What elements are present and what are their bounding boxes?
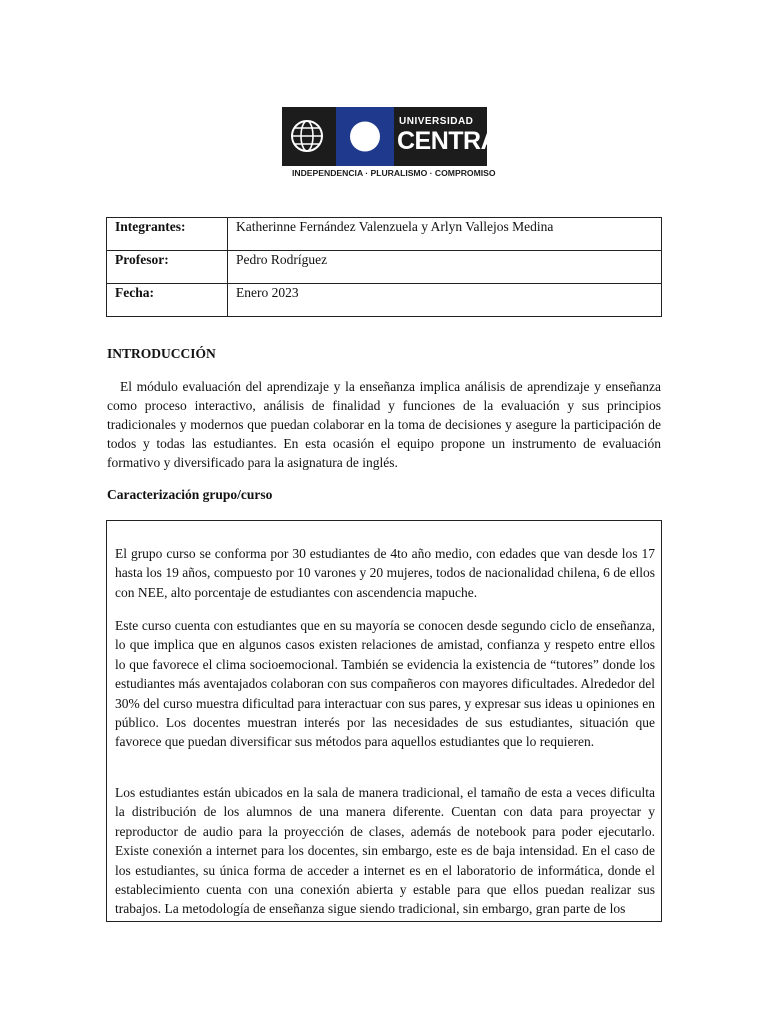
fecha-value: Enero 2023 [228,284,662,317]
characterization-paragraph-2: Este curso cuenta con estudiantes que en su mayoría se conocen desde segundo ciclo de enseñanza, lo que implica que en algunos casos existen relaciones de amistad, confianza y respeto entre ellos lo que favorece el clima socioemocional. También se evidencia la existencia de “tutores” donde los estudiantes más aventajados colaboran con sus compañeros con mayores dificultades. Alrededor del 30% del curso muestra dificultad para interactuar con sus pares, y expresar sus ideas u opiniones en público. Los docentes muestran interés por las necesidades de sus estudiantes, situación que favorece que puedan diversificar sus métodos para aquellos estudiantes que lo requieren. [115,618,655,750]
logo-central-text: CENTRAL [397,127,513,155]
characterization-paragraph-1: El grupo curso se conforma por 30 estudiantes de 4to año medio, con edades que van desde los 17 hasta los 19 años, compuesto por 10 varones y 20 mujeres, todos de nacionalidad chilena, 6 de ellos con NEE, alto porcentaje de estudiantes con ascendencia mapuche. [115,546,655,600]
circle-icon [336,107,394,166]
university-logo [282,107,513,181]
fecha-label: Fecha: [107,284,228,317]
globe-icon [282,107,336,166]
characterization-heading: Caracterización grupo/curso [107,487,273,502]
table-row [107,284,662,317]
table-row [107,251,662,284]
introduction-heading: INTRODUCCIÓN [107,346,216,361]
characterization-box [106,520,662,922]
logo-circle-panel [336,107,394,166]
table-row [107,218,662,251]
globe-emblem [282,107,336,166]
profesor-value: Pedro Rodríguez [228,251,662,284]
logo-tagline: INDEPENDENCIA · PLURALISMO · COMPROMISO [292,168,496,178]
characterization-paragraph-3: Los estudiantes están ubicados en la sala de manera tradicional, el tamaño de esta a veces dificulta la distribución de los alumnos de una manera diferente. Cuentan con data para proyectar y reproductor de audio para la proyección de clases, además de notebook para poder ejecutarlo. Existe conexión a internet para los docentes, sin embargo, este es de baja intensidad. En el caso de los estudiantes, su única forma de acceder a internet es en el laboratorio de informática, donde el establecimiento cuenta con una conexión abierta y estable para que ellos puedan realizar sus trabajos. La metodología de enseñanza sigue siendo tradicional, sin embargo, gran parte de los [115,785,655,917]
profesor-label: Profesor: [107,251,228,284]
integrantes-value: Katherinne Fernández Valenzuela y Arlyn Vallejos Medina [228,218,662,251]
integrantes-label: Integrantes: [107,218,228,251]
logo-university-text: UNIVERSIDAD [399,116,474,127]
introduction-paragraph: El módulo evaluación del aprendizaje y la enseñanza implica análisis de aprendizaje y enseñanza como proceso interactivo, análisis de finalidad y funciones de la evaluación y sus principios tradicionales y modernos que puedan colaborar en la toma de decisiones y asegure la participación de todos y todas las estudiantes. En esta ocasión el equipo propone un instrumento de evaluación formativo y diversificado para la asignatura de inglés. [107,379,661,470]
info-table [106,217,662,317]
